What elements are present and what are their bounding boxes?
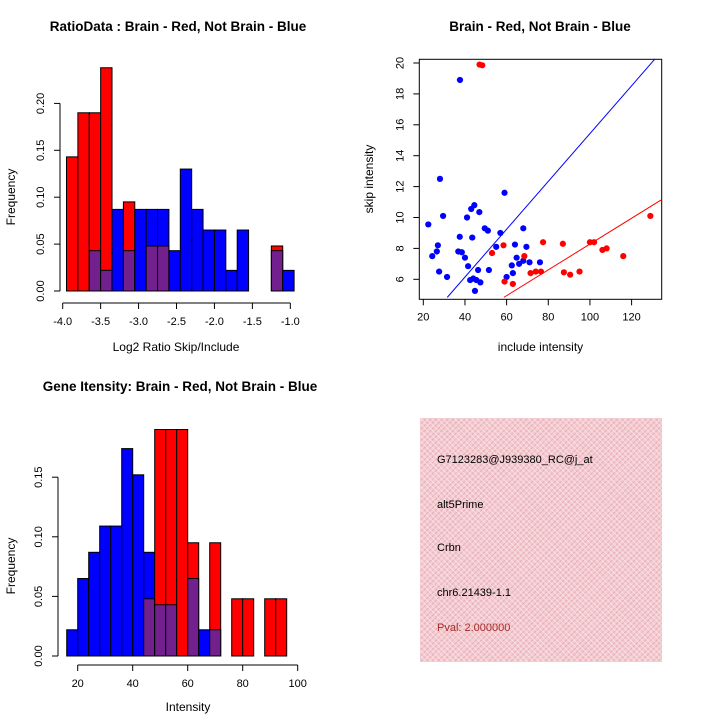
location-text: chr6.21439-1.1 [437, 587, 511, 599]
y-axis [54, 103, 60, 291]
blue-point [493, 244, 499, 250]
blue-point [510, 270, 516, 276]
x-tick-label: 20 [417, 311, 430, 324]
y-axis [413, 63, 419, 279]
hist-bar [112, 209, 123, 291]
blue-point [467, 277, 473, 283]
blue-points [425, 77, 543, 294]
red-point [489, 250, 495, 256]
blue-point [509, 262, 515, 268]
x-tick-label: 40 [458, 311, 472, 324]
y-tick-label: 0.15 [33, 466, 45, 488]
blue-point [457, 234, 463, 240]
red-point [527, 270, 533, 276]
hist-bar [101, 68, 112, 291]
blue-point [475, 267, 481, 273]
x-tick-label: -3.0 [129, 316, 149, 328]
gene-symbol-text: Crbn [437, 542, 461, 554]
blue-point [437, 176, 443, 182]
hist-bar [100, 526, 111, 656]
hist-bar-overlap [188, 579, 199, 656]
y-tick-label: 14 [394, 149, 407, 162]
blue-point [444, 274, 450, 280]
x-axis [78, 665, 298, 671]
x-tick-label: 60 [500, 311, 513, 324]
red-point [560, 241, 566, 247]
x-tick-label: 20 [71, 678, 84, 690]
y-tick-label: 0.00 [33, 645, 45, 667]
red-point [591, 239, 597, 245]
y-tick-label: 20 [394, 56, 407, 70]
x-tick-label: -3.5 [91, 316, 111, 328]
red-point [540, 239, 546, 245]
hist-bar [169, 251, 180, 291]
ratio-histogram-chart [0, 0, 360, 360]
hist-bar [192, 209, 203, 291]
red-point [620, 253, 626, 259]
blue-point [469, 234, 475, 240]
hist-bar-overlap [101, 270, 112, 291]
red-point [479, 62, 485, 68]
gene-info-panel [360, 360, 720, 720]
hist-bar [226, 270, 237, 291]
blue-point [434, 248, 440, 254]
hist-bar [243, 599, 254, 656]
blue-point [520, 225, 526, 231]
pval-text: Pval: 2.000000 [437, 622, 511, 634]
y-tick-label: 18 [394, 87, 407, 101]
gene-intensity-histogram-chart [0, 360, 360, 720]
red-point [604, 245, 610, 251]
x-tick-label: 120 [622, 311, 641, 324]
gene-info-box [420, 418, 662, 662]
blue-point [477, 279, 483, 285]
hist-bar-overlap [166, 605, 177, 656]
blue-point [462, 255, 468, 261]
hist-bar-overlap [144, 599, 155, 656]
hist-bar [265, 599, 276, 656]
hist-bar [203, 230, 214, 291]
y-axis [52, 477, 58, 656]
x-tick-label: 100 [288, 678, 307, 690]
blue-point [472, 288, 478, 294]
blue-point [465, 263, 471, 269]
blue-point [485, 228, 491, 234]
blue-point [464, 214, 470, 220]
blue-point [436, 268, 442, 274]
x-tick-label: 60 [181, 678, 194, 690]
hist-bar-overlap [155, 605, 166, 656]
y-tick-label: 8 [394, 245, 407, 252]
x-tick-label: -1.0 [280, 316, 300, 328]
hist-bar-overlap [123, 251, 134, 291]
hist-bar [276, 599, 287, 656]
y-tick-label: 0.10 [35, 186, 47, 208]
blue-point [537, 259, 543, 265]
blue-point [435, 242, 441, 248]
y-tick-label: 10 [394, 211, 407, 224]
chart-title: Brain - Red, Not Brain - Blue [449, 19, 631, 34]
blue-point [457, 77, 463, 83]
red-point [538, 268, 544, 274]
hist-bar-overlap [271, 251, 282, 291]
blue-point [486, 267, 492, 273]
hist-bar [232, 599, 243, 656]
x-tick-label: 80 [236, 678, 249, 690]
red-points [476, 61, 653, 287]
x-axis-label: Log2 Ratio Skip/Include [112, 340, 240, 354]
red-point [521, 253, 527, 259]
blue-point [497, 230, 503, 236]
splice-type-text: alt5Prime [437, 499, 484, 511]
x-tick-label: -1.5 [242, 316, 262, 328]
red-point [510, 281, 516, 287]
blue-fit-line [447, 59, 655, 297]
chart-title: RatioData : Brain - Red, Not Brain - Blue [49, 19, 307, 34]
hist-bar [133, 475, 144, 656]
y-tick-label: 0.20 [35, 92, 47, 115]
y-axis-label: skip intensity [362, 144, 376, 214]
hist-bar [177, 430, 188, 656]
hist-bar [135, 209, 146, 291]
intensity-scatter-chart [360, 0, 720, 360]
histogram-bars [66, 68, 294, 291]
y-tick-label: 12 [394, 180, 407, 193]
hist-bar [283, 270, 294, 291]
blue-point [440, 213, 446, 219]
blue-point [514, 255, 520, 261]
x-tick-label: -2.5 [167, 316, 186, 328]
blue-point [476, 209, 482, 215]
hist-bar [78, 113, 89, 291]
hist-bar [78, 579, 89, 656]
x-tick-label: -2.0 [204, 316, 224, 328]
gene-intensity-histogram-panel [0, 360, 360, 720]
hist-bar [214, 230, 225, 291]
y-tick-label: 16 [394, 118, 407, 131]
hist-bar [180, 169, 191, 291]
blue-point [501, 190, 507, 196]
x-tick-label: 40 [126, 678, 139, 690]
ratio-histogram-panel [0, 0, 360, 360]
blue-point [526, 259, 532, 265]
x-axis-label: include intensity [497, 340, 584, 354]
hist-bar [111, 526, 122, 656]
hist-bar [67, 630, 78, 656]
red-point [576, 268, 582, 274]
y-tick-label: 6 [394, 276, 407, 283]
x-axis [423, 299, 631, 305]
x-tick-label: 80 [542, 311, 555, 324]
y-axis-label: Frequency [4, 168, 18, 226]
x-tick-label: -4.0 [53, 316, 73, 328]
blue-point [512, 241, 518, 247]
y-tick-label: 0.10 [33, 526, 45, 548]
hist-bar-overlap [146, 246, 157, 291]
blue-point [459, 249, 465, 255]
probe-id-text: G7123283@J939380_RC@j_at [437, 454, 593, 466]
x-axis-label: Intensity [165, 700, 211, 714]
chart-title: Gene Itensity: Brain - Red, Not Brain - Blue [42, 379, 318, 394]
histogram-bars [67, 430, 287, 656]
blue-point [429, 253, 435, 259]
blue-point [523, 244, 529, 250]
hist-bar [237, 230, 248, 291]
red-point [500, 242, 506, 248]
red-point [567, 272, 573, 278]
x-axis [63, 303, 291, 309]
intensity-scatter-panel [360, 0, 720, 360]
blue-point [468, 206, 474, 212]
red-point [501, 279, 507, 285]
x-tick-label: 100 [580, 311, 600, 324]
y-tick-label: 0.05 [33, 585, 45, 608]
red-point [647, 213, 653, 219]
y-axis-label: Frequency [4, 537, 18, 595]
y-tick-label: 0.15 [35, 139, 47, 162]
hist-bar-overlap [89, 251, 100, 291]
y-tick-label: 0.05 [35, 233, 47, 255]
hist-bar [89, 552, 100, 656]
hist-bar-overlap [158, 246, 169, 291]
y-tick-label: 0.00 [35, 280, 47, 302]
blue-point [516, 261, 522, 267]
red-point [561, 269, 567, 275]
hist-bar [66, 157, 77, 291]
hist-bar [122, 449, 133, 656]
blue-point [425, 221, 431, 227]
hist-bar [199, 630, 210, 656]
hist-bar-overlap [210, 630, 221, 656]
